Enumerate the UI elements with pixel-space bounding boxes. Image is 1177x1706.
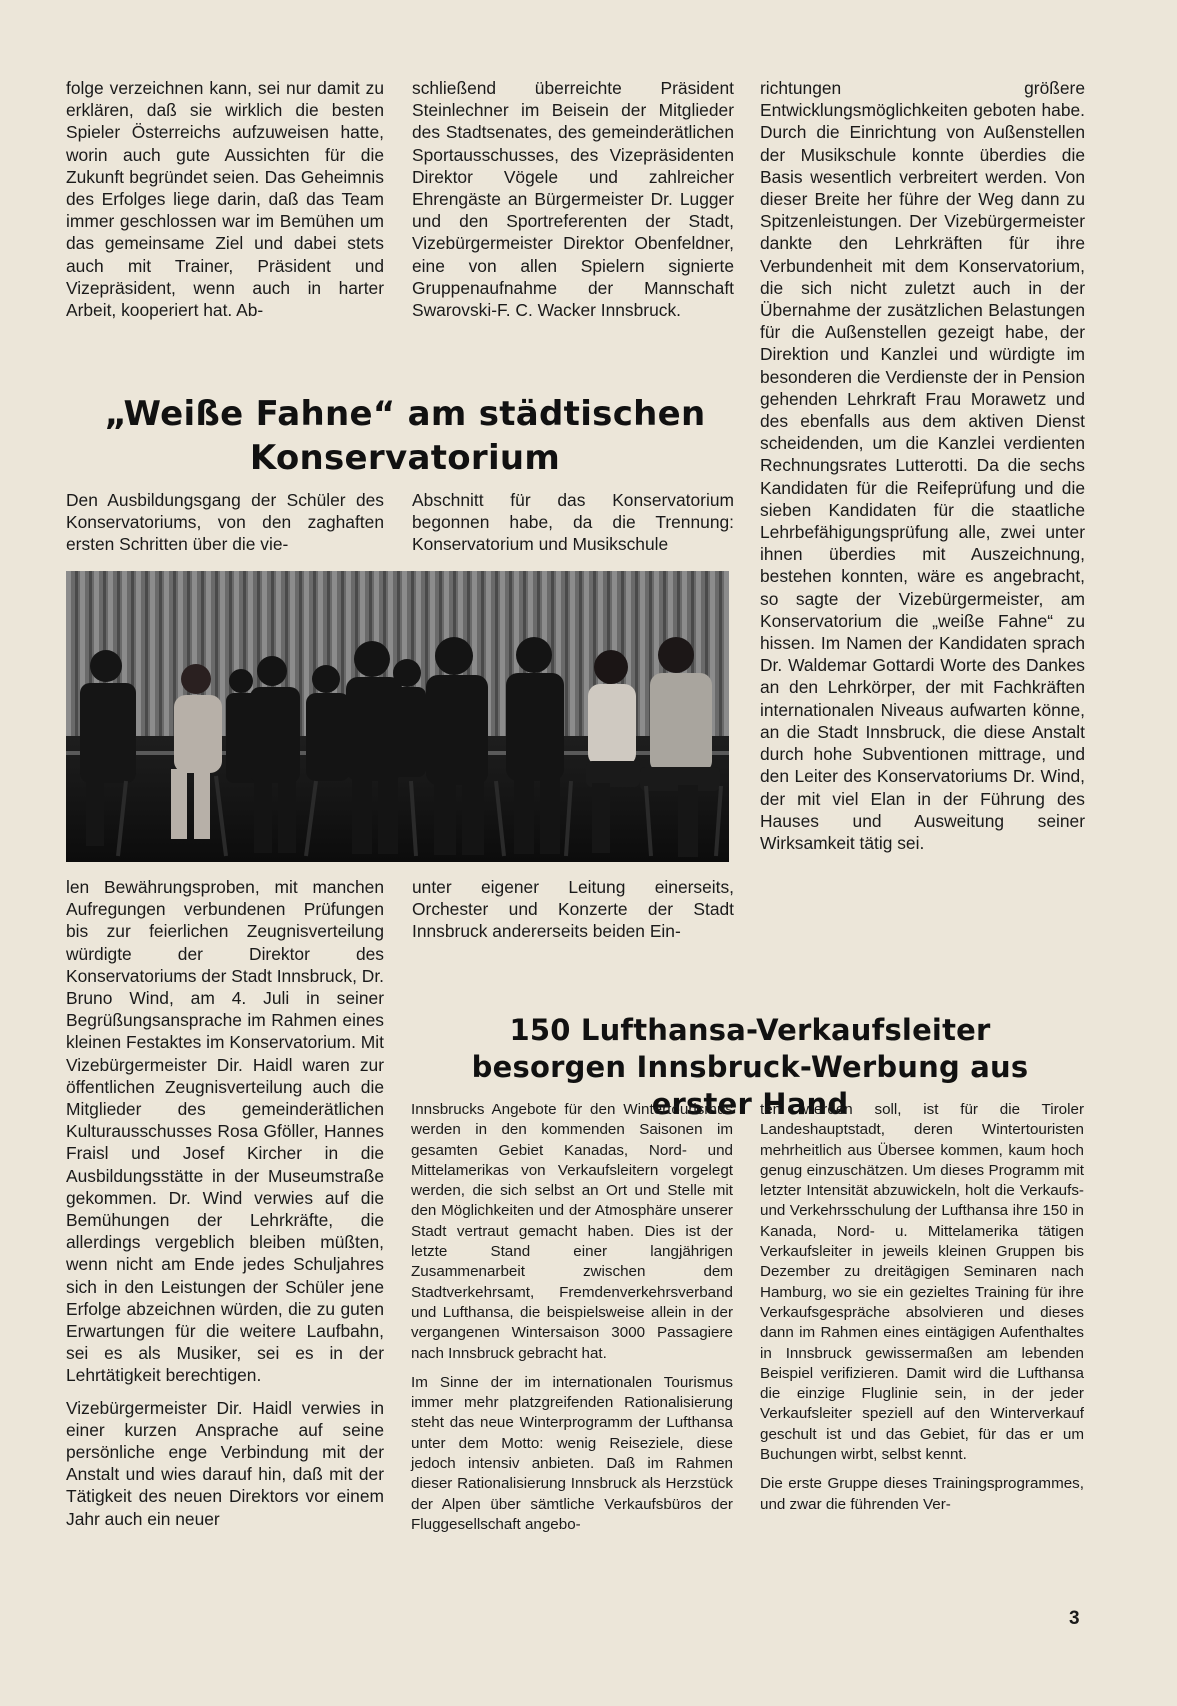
top-column-2-text: schließend überreichte Präsident Steinlechner im Beisein der Mitglieder des Stadtsenates, des gemeinderätlichen Sportausschusses, des Vizepräsidenten Direktor Vögele und zahlreicher Ehrengäste an Bürgermeister Dr. Lugger und den Sportreferenten der Stadt, Vizebürgermeister Direktor Obenfeldner, eine von allen Spielern signierte Gruppenaufnahme der Mannschaft Swarovski-F. C. Wacker Innsbruck. <box>412 78 734 321</box>
article2-col2-paragraph-2: Die erste Gruppe dieses Trainingsprogrammes, und zwar die führenden Ver- <box>760 1475 1084 1513</box>
article2-column-2 <box>760 1100 1084 1524</box>
article2-col1-paragraph-2: Im Sinne der im internationalen Tourismus immer mehr platzgreifenden Rationalisierung steht das neue Winterprogramm der Lufthansa unter dem Motto: wenig Reiseziele, diese jedoch intensiv anbieten. Daß im Rahmen dieser Rationalisierung Innsbruck als Herzstück der Alpen über sämtliche Verkaufsbüros der Fluggesellschaft angebo- <box>411 1373 733 1533</box>
top-column-2 <box>412 77 734 321</box>
ceremony-photo-illustration <box>66 571 729 862</box>
article1-intro-column-2 <box>412 489 734 556</box>
article1-col2-text: unter eigener Leitung einerseits, Orchester und Konzerte der Stadt Innsbruck andererseits beiden Ein- <box>412 877 734 942</box>
article1-headline: „Weiße Fahne“ am städtischen Konservatorium <box>104 394 706 478</box>
page-number: 3 <box>1069 1608 1080 1629</box>
article2-column-1 <box>411 1100 733 1544</box>
article2-headline: 150 Lufthansa-Verkaufsleiter besorgen Innsbruck-Werbung aus erster Hand <box>471 1013 1029 1121</box>
article1-col3-text: richtungen größere Entwicklungsmöglichkeiten geboten habe. Durch die Einrichtung von Außenstellen der Musikschule konnte überdies die Basis wesentlich verbreitert werden. Von dieser Breite her führe der Weg dann zu Spitzenleistungen. Der Vizebürgermeister dankte den Lehrkräften für ihre Verbundenheit mit dem Konservatorium, die sich nicht zuletzt auch in der Übernahme der zusätzlichen Belastungen für die Außenstellen gezeigt habe, der Direktion und Kanzlei und würdigte im besonderen die Verdienste der in Pension gehenden Lehrkraft Frau Morawetz und des ebenfalls aus dem aktiven Dienst scheidenden, um die Kanzlei verdienten Rechnungsrates Lutterotti. Da die sechs Kandidaten für die Reifeprüfung und die sieben Kandidaten für die staatliche Lehrbefähigungsprüfung alle, zwei unter ihnen überdies mit Auszeichnung, bestehen konnten, wäre es angebracht, so sagte der Vizebürgermeister, am Konservatorium die „weiße Fahne“ zu hissen. Im Namen der Kandidaten sprach Dr. Waldemar Gottardi Worte des Dankes an den Lehrkörper, der mit Fachkräften internationalen Niveaus aufwarten könne, an die Stadt Innsbruck, die diese Anstalt durch hohe Subventionen mittrage, und den Leiter des Konservatoriums Dr. Wind, der mit viel Elan in der Führung des Hauses und Ausweitung seiner Wirksamkeit tätig sei. <box>760 78 1085 853</box>
article1-column-1 <box>66 876 384 1530</box>
article1-column-2 <box>412 876 734 943</box>
article2-col1-paragraph-1: Innsbrucks Angebote für den Wintertourismus werden in den kommenden Saisonen im gesamten Gebiet Kanadas, Nord- und Mittelamerikas von Verkaufsleitern vorgelegt werden, die sich selbst an Ort und Stelle mit den Möglichkeiten und der Atmosphäre unserer Stadt vertraut gemacht haben. Dies ist der letzte Stand einer langjährigen Zusammenarbeit zwischen dem Stadtverkehrsamt, Fremdenverkehrsverband und Lufthansa, die beispielsweise allein in der vergangenen Wintersaison 3000 Passagiere nach Innsbruck gebracht hat. <box>411 1101 733 1362</box>
article1-intro-text-2: Abschnitt für das Konservatorium begonnen habe, da die Trennung: Konservatorium und Musikschule <box>412 490 734 555</box>
article1-col1-paragraph-2: Vizebürgermeister Dir. Haidl verwies in einer kurzen Ansprache auf seine persönliche enge Verbindung mit der Anstalt und wies darauf hin, daß mit der Tätigkeit des neuen Direktors vor einem Jahr auch ein neuer <box>66 1397 384 1529</box>
ceremony-photo <box>66 571 729 862</box>
article1-intro-column-1 <box>66 489 384 556</box>
top-column-1-text: folge verzeichnen kann, sei nur damit zu erklären, daß sie wirklich die besten Spieler Österreichs aufzuweisen hatte, worin auch gute Aussichten für die Zukunft begründet seien. Das Geheimnis des Erfolges liege darin, daß das Team immer geschlossen war im Bemühen um das gemeinsame Ziel und dabei stets auch mit Trainer, Präsident und Vizepräsident, wenn auch in harter Arbeit, kooperiert hat. Ab- <box>66 78 384 321</box>
article1-col1-paragraph-1: len Bewährungsproben, mit manchen Aufregungen verbundenen Prüfungen bis zur feierlichen Zeugnisverteilung würdigte der Direktor des Konservatoriums der Stadt Innsbruck, Dr. Bruno Wind, am 4. Juli in seiner Begrüßungsansprache im Rahmen eines kleinen Festaktes im Konservatorium. Mit Vizebürgermeister Dir. Haidl waren zur öffentlichen Zeugnisverteilung auch die Mitglieder des gemeinderätlichen Kulturausschusses Rosa Gföller, Hannes Fraisl und Josef Kircher in die Ausbildungsstätte in der Museumstraße gekommen. Dr. Wind verwies auf die Bemühungen der Lehrkräfte, die allerdings vergeblich bleiben müßten, wenn nicht am Ende jedes Schuljahres sich in den Leistungen der Schüler jene Erfolge abzeichnen würden, die zu guten Erwartungen für die weitere Laufbahn, sei es als Musiker, sei es in der Lehrtätigkeit berechtigen. <box>66 877 384 1386</box>
article2-col2-paragraph-1: ten werden soll, ist für die Tiroler Landeshauptstadt, deren Wintertouristen mehrheitlich aus Übersee kommen, kaum hoch genug einzuschätzen. Um dieses Programm mit letzter Intensität abzuwickeln, holt die Verkaufs- und Verkehrsschulung der Lufthansa ihre 150 in Kanada, Nord- u. Mittelamerika tätigen Verkaufsleiter in jeweils kleinen Gruppen bis Dezember zu dreitägigen Seminaren nach Hamburg, wo sie ein gezieltes Training für ihre Verkaufsgespräche absolvieren und dieses dann im Rahmen eines eintägigen Aufenthaltes in Innsbruck gewissermaßen am lebenden Beispiel verifizieren. Damit wird die Lufthansa die einzige Fluglinie sein, in der jeder Verkaufsleiter speziell auf den Winterverkauf geschult ist und das Gebiet, für das er um Buchungen wirbt, selbst kennt. <box>760 1101 1084 1464</box>
article1-intro-text-1: Den Ausbildungsgang der Schüler des Konservatoriums, von den zaghaften ersten Schritten über die vie- <box>66 490 384 555</box>
top-column-1 <box>66 77 384 321</box>
article1-column-3 <box>760 77 1085 854</box>
